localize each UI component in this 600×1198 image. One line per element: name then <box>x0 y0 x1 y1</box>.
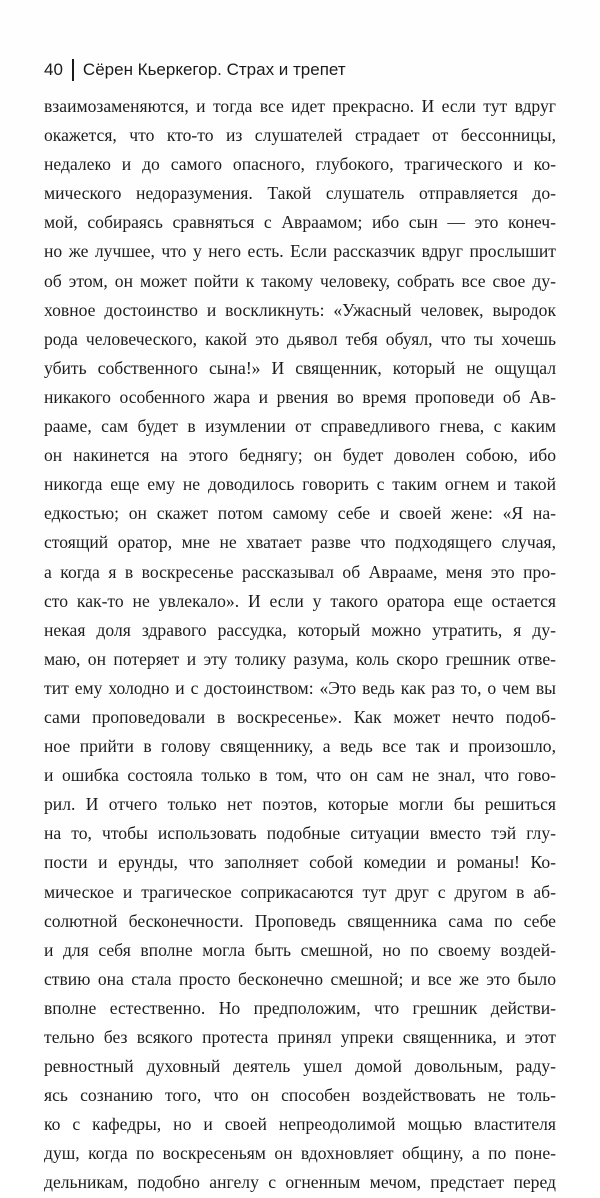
text-line: на то, чтобы использовать подобные ситуации вместо тэй глу- <box>44 823 556 844</box>
text-line: рил. И отчего только нет поэтов, которые могли бы решиться <box>44 794 556 815</box>
text-line: душ, когда по воскресеньям он вдохновляет общину, а по поне- <box>44 1143 556 1164</box>
text-line: ко с кафедры, но и своей непреодолимой мощью властителя <box>44 1114 556 1135</box>
text-line: никакого особенного жара и рвения во время проповеди об Ав- <box>44 386 556 407</box>
text-line: взаимозаменяются, и тогда все идет прекрасно. И если тут вдруг <box>44 96 556 116</box>
text-line: дельникам, подобно ангелу с огненным мечом, предстает перед <box>44 1172 556 1193</box>
text-line: мическое и трагическое соприкасаются тут друг с другом в аб- <box>44 881 556 902</box>
text-line: ствию она стала просто бесконечно смешной; и все же это было <box>44 968 556 989</box>
text-line: убить собственного сына!» И священник, который не ощущал <box>44 357 556 378</box>
text-line: окажется, что кто-то из слушателей страдает от бессонницы, <box>44 125 556 146</box>
text-line: и ошибка состояла только в том, что он сам не знал, что гово- <box>44 765 556 786</box>
text-line: солютной бесконечности. Проповедь священника сама по себе <box>44 910 556 931</box>
text-line: сто как-то не увлекало». И если у такого оратора еще остается <box>44 590 556 611</box>
text-line: ховное достоинство и воскликнуть: «Ужасный человек, выродок <box>44 299 556 320</box>
text-line: рааме, сам будет в изумлении от справедливого гнева, с каким <box>44 416 556 437</box>
page-number: 40 <box>44 60 63 79</box>
running-head <box>44 58 346 82</box>
text-line: ревностный духовный деятель ушел домой довольным, раду- <box>44 1056 556 1077</box>
text-line: рода человеческого, какой это дьявол тебя обуял, что ты хочешь <box>44 328 556 349</box>
text-line: вполне естественно. Но предположим, что грешник действи- <box>44 997 556 1018</box>
text-line: сами проповедовали в воскресенье». Как может нечто подоб- <box>44 706 556 727</box>
text-line: стоящий оратор, мне не хватает разве что подходящего случая, <box>44 532 556 553</box>
text-line: и для себя вполне могла быть смешной, но по своему воздей- <box>44 939 556 960</box>
text-line: об этом, он может пойти к такому человеку, собрать все свое ду- <box>44 270 556 291</box>
text-line: ясь сознанию того, что он способен воздействовать не толь- <box>44 1085 556 1106</box>
text-line: но же лучшее, что у него есть. Если рассказчик вдруг прослышит <box>44 241 556 262</box>
text-line: пости и ерунды, что заполняет собой комедии и романы! Ко- <box>44 852 556 873</box>
body-text <box>44 92 556 1198</box>
text-line: мического недоразумения. Такой слушатель отправляется до- <box>44 183 556 204</box>
book-title: Сёрен Кьеркегор. Страх и трепет <box>82 60 346 79</box>
text-line: тит ему холодно и с достоинством: «Это ведь как раз то, о чем вы <box>44 677 556 698</box>
text-line: ное прийти в голову священнику, а ведь все так и произошло, <box>44 736 556 757</box>
text-line: тельно без всякого протеста принял упреки священника, и этот <box>44 1027 556 1047</box>
text-line: мой, собираясь сравняться с Авраамом; ибо сын — это конеч- <box>44 212 556 233</box>
text-line: некая доля здравого рассудка, который можно утратить, я ду- <box>44 619 556 640</box>
text-line: недалеко и до самого опасного, глубокого, трагического и ко- <box>44 154 556 175</box>
text-line: никогда еще ему не доводилось говорить с таким огнем и такой <box>44 474 556 495</box>
header-divider <box>72 59 74 81</box>
text-line: маю, он потеряет и эту толику разума, коль скоро грешник отве- <box>44 648 556 669</box>
text-line: он накинется на этого беднягу; он будет доволен собою, ибо <box>44 445 556 466</box>
text-line: едкостью; он скажет потом самому себе и своей жене: «Я на- <box>44 503 556 524</box>
text-line: а когда я в воскресенье рассказывал об Аврааме, меня это про- <box>44 561 556 582</box>
